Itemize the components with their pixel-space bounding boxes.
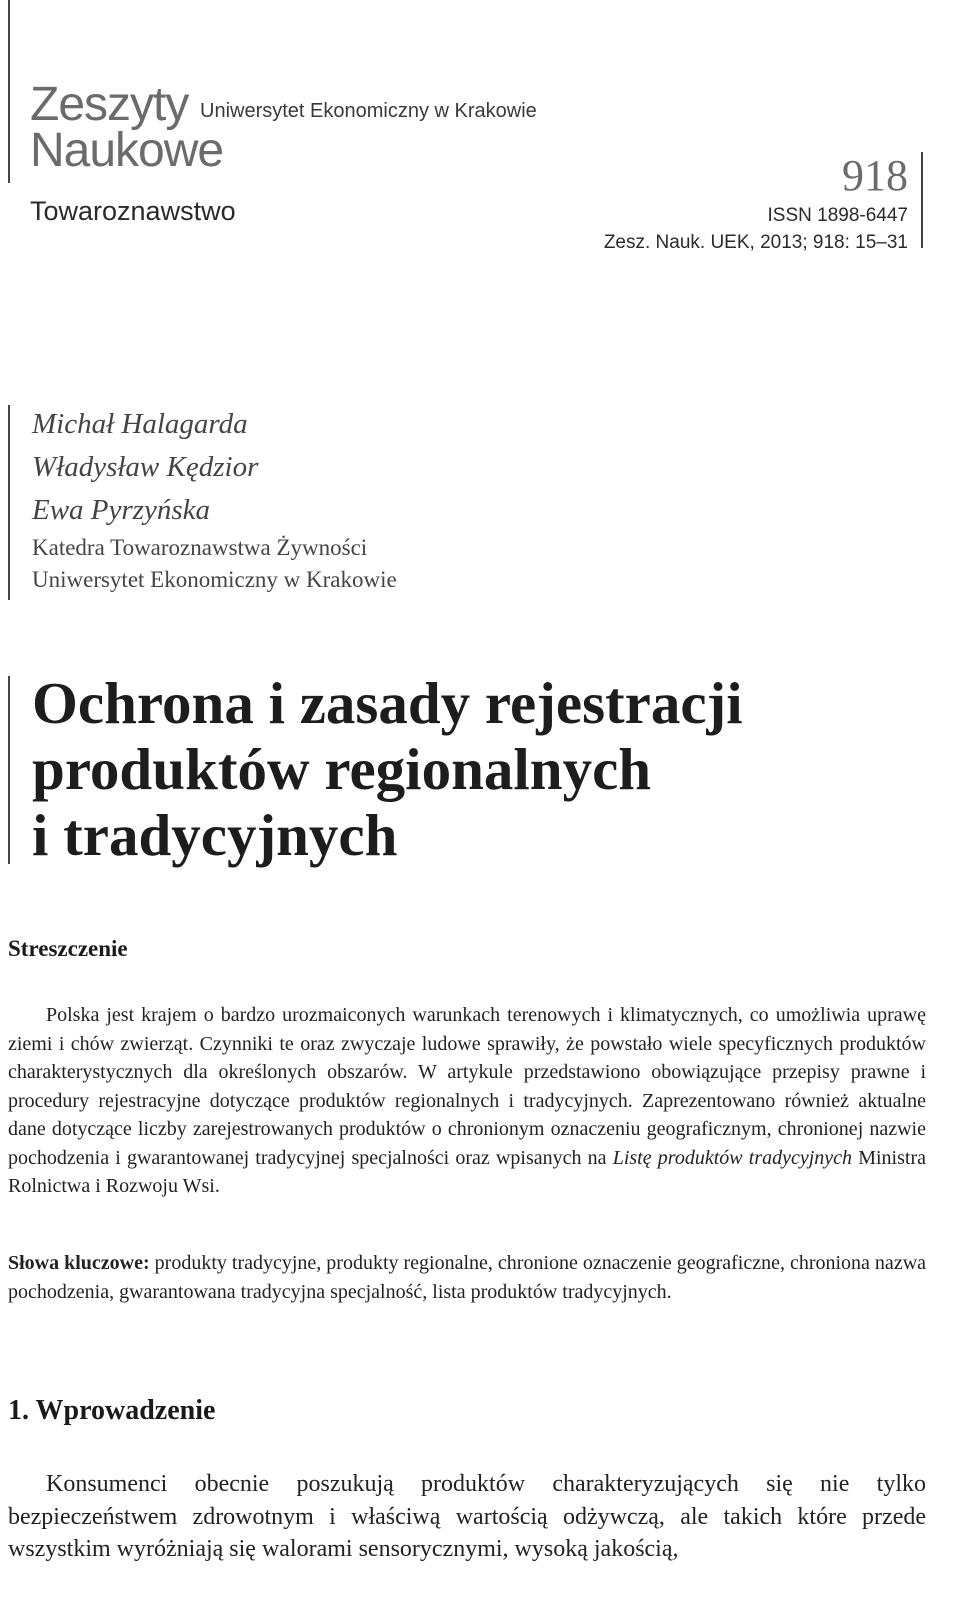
author-name: Michał Halagarda [32, 408, 248, 440]
authors-block [32, 403, 397, 596]
issn: ISSN 1898-6447 [767, 205, 908, 226]
header-left-rule [8, 0, 10, 183]
affiliation-university: Uniwersytet Ekonomiczny w Krakowie [32, 567, 397, 592]
article-title-line: Ochrona i zasady rejestracji [32, 670, 743, 736]
journal-series: Towaroznawstwo [30, 196, 236, 226]
journal-title-line1: Zeszyty [30, 78, 189, 131]
author-name: Władysław Kędzior [32, 451, 259, 483]
abstract-text-part: Ministra Rolnictwa i Rozwoju Wsi. [8, 1146, 926, 1197]
intro-text-body: Konsumenci obecnie poszukują produktów charakteryzujących się nie tylko bezpieczeństwem zdrowotnym i właściwą wartością odżywczą, ale takich które przede wszystkim wyróżniają się walorami sensorycznymi, wysoką jakością, [8, 1471, 926, 1562]
keywords-text: produkty tradycyjne, produkty regionalne, chronione oznaczenie geograficzne, chroniona nazwa pochodzenia, gwarantowana tradycyjna specjalność, lista produktów tradycyjnych. [8, 1252, 927, 1303]
keywords [8, 1249, 926, 1306]
journal-university: Uniwersytet Ekonomiczny w Krakowie [200, 100, 537, 122]
section-heading: 1. Wprowadzenie [8, 1395, 216, 1426]
intro-text [8, 1468, 926, 1566]
journal-title-line2: Naukowe [30, 124, 224, 177]
keywords-label: Słowa kluczowe: [8, 1252, 150, 1274]
abstract-heading: Streszczenie [8, 936, 128, 961]
article-title-line: produktów regionalnych [32, 736, 652, 802]
header-right-rule [921, 152, 923, 248]
abstract-text-part: Polska jest krajem o bardzo urozmaiconych warunkach terenowych i klimatycznych, co umożliwia uprawę ziemi i chów zwierząt. Czynniki te oraz zwyczaje ludowe sprawiły, że powstało wiele specyficznych produktów charakterystycznych dla określonych obszarów. W artykule przedstawiono obowiązujące przepisy prawne i procedury rejestracyjne dotyczące produktów regionalnych i tradycyjnych. Zaprezentowano również aktualne dane dotyczące liczby zarejestrowanych produktów o chronionym oznaczeniu geograficznym, chronionej nazwie pochodzenia i gwarantowanej tradycyjnej specjalności oraz wpisanych na [8, 1004, 926, 1169]
citation: Zesz. Nauk. UEK, 2013; 918: 15–31 [603, 232, 908, 253]
title-rule [8, 676, 10, 864]
abstract-italic-title: Listę produktów tradycyjnych [612, 1146, 853, 1169]
affiliation-department: Katedra Towaroznawstwa Żywności [32, 535, 368, 560]
article-title [32, 670, 743, 868]
author-name: Ewa Pyrzyńska [32, 494, 210, 526]
authors-rule [8, 405, 10, 600]
journal-title [30, 78, 224, 177]
abstract-text [8, 1001, 926, 1201]
article-title-line: i tradycyjnych [32, 802, 398, 868]
issue-number: 918 [842, 151, 908, 200]
